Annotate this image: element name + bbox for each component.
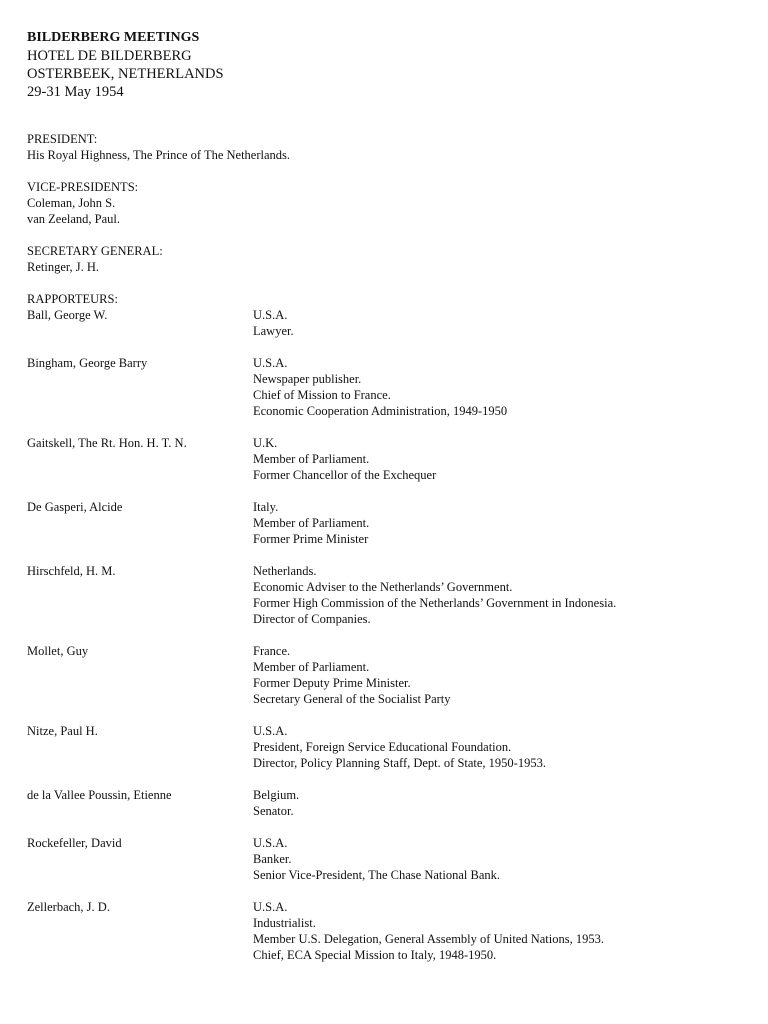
document-header xyxy=(27,29,747,101)
rapporteur-detail-line: Newspaper publisher. xyxy=(253,372,362,386)
rapporteur-details xyxy=(253,899,747,963)
rapporteur-detail-line: Member of Parliament. xyxy=(253,660,370,674)
rapporteur-detail-line: France. xyxy=(253,644,291,658)
rapporteur-detail-line: Director of Companies. xyxy=(253,612,371,626)
rapporteur-detail-line: Chief of Mission to France. xyxy=(253,388,391,402)
rapporteur-detail-line: Banker. xyxy=(253,852,292,866)
rapporteur-name: Hirschfeld, H. M. xyxy=(27,564,116,578)
rapporteur-detail-line: Belgium. xyxy=(253,788,300,802)
rapporteur-detail-line: Industrialist. xyxy=(253,916,316,930)
rapporteurs-list xyxy=(27,307,747,963)
rapporteur-detail-line: Member U.S. Delegation, General Assembly of United Nations, 1953. xyxy=(253,932,604,946)
rapporteur-details xyxy=(253,835,747,883)
rapporteur-detail-line: U.S.A. xyxy=(253,356,288,370)
rapporteur-detail-line: Senator. xyxy=(253,804,294,818)
rapporteur-entry xyxy=(27,723,747,771)
president-name: His Royal Highness, The Prince of The Netherlands. xyxy=(27,148,291,162)
rapporteur-name: Rockefeller, David xyxy=(27,836,122,850)
rapporteur-details xyxy=(253,307,747,339)
rapporteur-details xyxy=(253,723,747,771)
dates-line: 29-31 May 1954 xyxy=(27,84,124,100)
rapporteur-details xyxy=(253,787,747,819)
rapporteur-entry xyxy=(27,563,747,627)
vice-presidents-section xyxy=(27,179,747,227)
rapporteur-name: de la Vallee Poussin, Etienne xyxy=(27,788,172,802)
rapporteur-detail-line: President, Foreign Service Educational Foundation. xyxy=(253,740,512,754)
document-title: BILDERBERG MEETINGS xyxy=(27,30,200,45)
rapporteur-details xyxy=(253,563,747,627)
rapporteur-entry xyxy=(27,899,747,963)
rapporteur-detail-line: U.S.A. xyxy=(253,308,288,322)
rapporteur-entry xyxy=(27,643,747,707)
rapporteur-name: Nitze, Paul H. xyxy=(27,724,98,738)
rapporteur-detail-line: Economic Cooperation Administration, 1949-1950 xyxy=(253,404,508,418)
venue-line: HOTEL DE BILDERBERG xyxy=(27,48,192,64)
rapporteurs-label: RAPPORTEURS: xyxy=(27,292,118,306)
secretary-general-label: SECRETARY GENERAL: xyxy=(27,244,163,258)
rapporteur-name: De Gasperi, Alcide xyxy=(27,500,123,514)
president-section xyxy=(27,131,747,163)
rapporteur-details xyxy=(253,435,747,483)
secretary-general-name: Retinger, J. H. xyxy=(27,260,100,274)
rapporteur-detail-line: Secretary General of the Socialist Party xyxy=(253,692,451,706)
president-label: PRESIDENT: xyxy=(27,132,98,146)
rapporteur-detail-line: Italy. xyxy=(253,500,279,514)
rapporteur-entry xyxy=(27,435,747,483)
rapporteur-name: Gaitskell, The Rt. Hon. H. T. N. xyxy=(27,436,187,450)
rapporteur-name: Mollet, Guy xyxy=(27,644,89,658)
rapporteur-detail-line: Former Chancellor of the Exchequer xyxy=(253,468,437,482)
rapporteur-details xyxy=(253,355,747,419)
rapporteur-detail-line: Former Deputy Prime Minister. xyxy=(253,676,411,690)
rapporteurs-section xyxy=(27,291,747,963)
rapporteur-detail-line: Member of Parliament. xyxy=(253,452,370,466)
rapporteur-entry xyxy=(27,355,747,419)
rapporteur-detail-line: Senior Vice-President, The Chase National Bank. xyxy=(253,868,500,882)
vice-president-name: van Zeeland, Paul. xyxy=(27,212,121,226)
rapporteur-name: Ball, George W. xyxy=(27,308,108,322)
rapporteur-detail-line: Member of Parliament. xyxy=(253,516,370,530)
rapporteur-detail-line: U.S.A. xyxy=(253,836,288,850)
rapporteur-detail-line: Former High Commission of the Netherlands’ Government in Indonesia. xyxy=(253,596,617,610)
rapporteur-details xyxy=(253,499,747,547)
rapporteur-detail-line: Chief, ECA Special Mission to Italy, 1948-1950. xyxy=(253,948,497,962)
rapporteur-details xyxy=(253,643,747,707)
rapporteur-entry xyxy=(27,835,747,883)
document-page xyxy=(27,29,747,963)
rapporteur-detail-line: Netherlands. xyxy=(253,564,317,578)
rapporteur-entry xyxy=(27,787,747,819)
rapporteur-name: Bingham, George Barry xyxy=(27,356,148,370)
rapporteur-detail-line: Director, Policy Planning Staff, Dept. of State, 1950-1953. xyxy=(253,756,546,770)
secretary-general-section xyxy=(27,243,747,275)
rapporteur-entry xyxy=(27,307,747,339)
vice-president-name: Coleman, John S. xyxy=(27,196,116,210)
rapporteur-name: Zellerbach, J. D. xyxy=(27,900,110,914)
rapporteur-detail-line: Economic Adviser to the Netherlands’ Government. xyxy=(253,580,513,594)
rapporteur-detail-line: Former Prime Minister xyxy=(253,532,369,546)
rapporteur-entry xyxy=(27,499,747,547)
rapporteur-detail-line: U.K. xyxy=(253,436,278,450)
rapporteur-detail-line: Lawyer. xyxy=(253,324,294,338)
location-line: OSTERBEEK, NETHERLANDS xyxy=(27,66,224,82)
rapporteur-detail-line: U.S.A. xyxy=(253,724,288,738)
rapporteur-detail-line: U.S.A. xyxy=(253,900,288,914)
vice-presidents-label: VICE-PRESIDENTS: xyxy=(27,180,139,194)
